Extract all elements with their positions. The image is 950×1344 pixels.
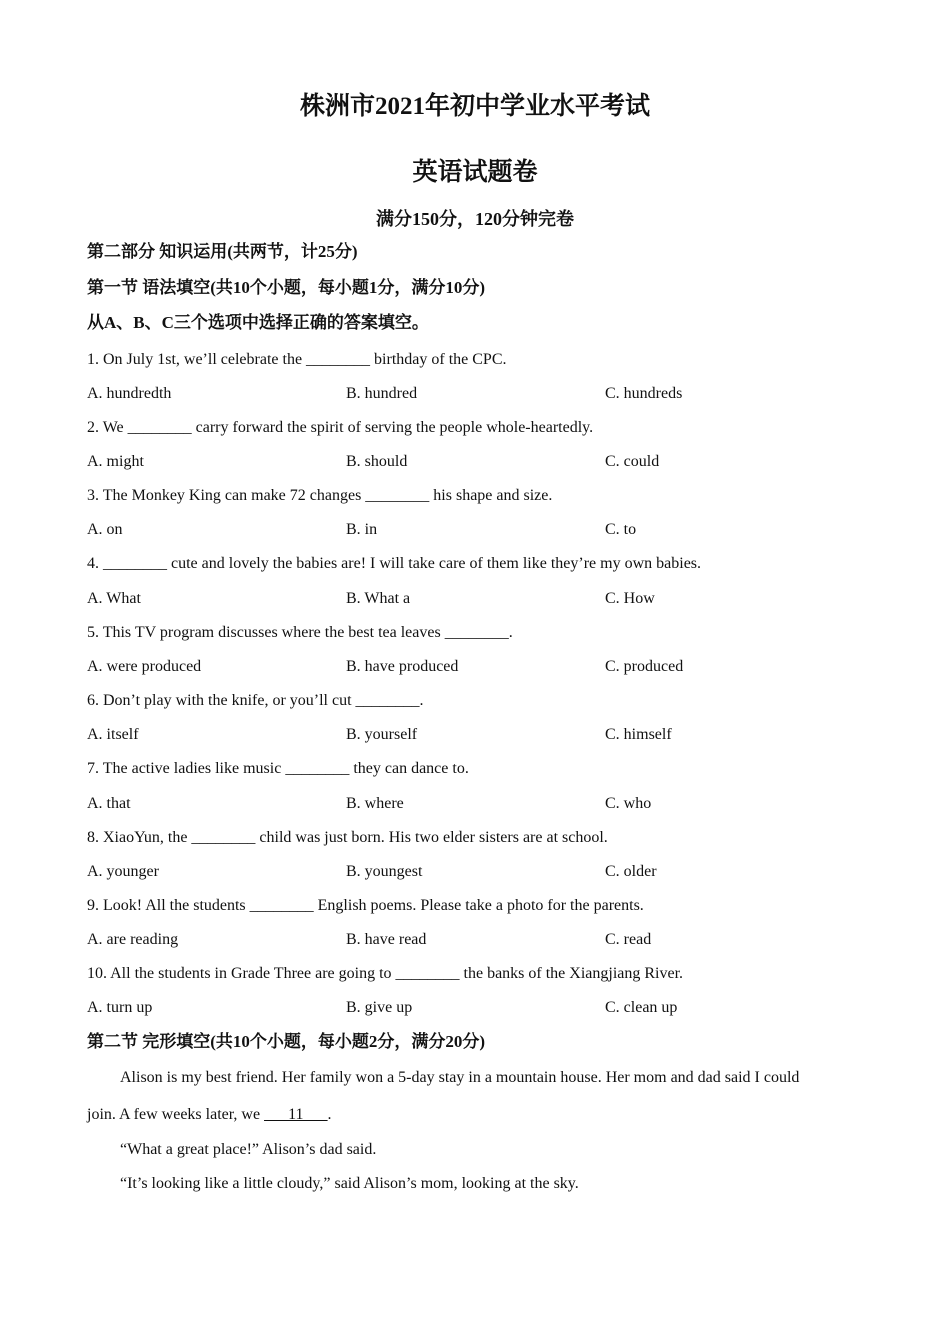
cloze-text: . [327,1106,332,1123]
option-c: C. hundreds [605,385,683,402]
question-stem: 6. Don’t play with the knife, or you’ll cut ________. [87,692,424,709]
option-b: B. give up [346,999,413,1016]
option-a: A. on [87,521,123,538]
option-b: B. youngest [346,863,423,880]
cloze-paragraph-line: “What a great place!” Alison’s dad said. [120,1141,377,1158]
option-c: C. read [605,931,652,948]
question-stem: 8. XiaoYun, the ________ child was just born. His two elder sisters are at school. [87,829,608,846]
option-a: A. younger [87,863,159,880]
option-c: C. older [605,863,657,880]
section1-heading: 第一节 语法填空(共10个小题，每小题1分，满分10分) [87,278,486,297]
option-a: A. What [87,590,141,607]
section1-instruction: 从A、B、C三个选项中选择正确的答案填空。 [87,313,429,332]
question-stem: 1. On July 1st, we’ll celebrate the ________ birthday of the CPC. [87,351,507,368]
question-stem: 3. The Monkey King can make 72 changes ________ his shape and size. [87,487,553,504]
cloze-paragraph-line [87,1105,332,1125]
option-a: A. hundredth [87,385,172,402]
option-a: A. were produced [87,658,202,675]
exam-subtitle: 英语试题卷 [412,159,538,186]
option-a: A. are reading [87,931,179,948]
option-c: C. could [605,453,660,470]
question-stem: 10. All the students in Grade Three are going to ________ the banks of the Xiangjiang River. [87,965,684,982]
question-stem: 4. ________ cute and lovely the babies are! I will take care of them like they’re my own babies. [87,555,702,572]
option-c: C. clean up [605,999,678,1016]
cloze-paragraph-line: “It’s looking like a little cloudy,” said Alison’s mom, looking at the sky. [120,1175,579,1192]
question-stem: 5. This TV program discusses where the best tea leaves ________. [87,624,513,641]
cloze-paragraph-line: Alison is my best friend. Her family won a 5-day stay in a mountain house. Her mom and dad said I could [120,1069,800,1086]
option-a: A. might [87,453,144,470]
cloze-text: join. A few weeks later, we [87,1106,265,1123]
option-b: B. have read [346,931,427,948]
option-c: C. himself [605,726,672,743]
option-b: B. should [346,453,408,470]
option-b: B. yourself [346,726,418,743]
option-b: B. where [346,795,404,812]
cloze-blank-11: ___11___ [264,1106,328,1123]
exam-title: 株洲市2021年初中学业水平考试 [299,93,650,120]
option-b: B. hundred [346,385,418,402]
option-a: A. turn up [87,999,153,1016]
question-stem: 2. We ________ carry forward the spirit of serving the people whole-heartedly. [87,419,594,436]
score-info: 满分150分，120分钟完卷 [376,209,574,229]
option-b: B. have produced [346,658,459,675]
option-c: C. to [605,521,637,538]
option-b: B. in [346,521,378,538]
section2-heading: 第二节 完形填空(共10个小题，每小题2分，满分20分) [87,1032,486,1051]
option-c: C. How [605,590,655,607]
question-stem: 7. The active ladies like music ________ they can dance to. [87,760,469,777]
option-c: C. who [605,795,652,812]
option-a: A. that [87,795,131,812]
option-a: A. itself [87,726,139,743]
option-b: B. What a [346,590,411,607]
part-heading: 第二部分 知识运用(共两节，计25分) [87,242,358,261]
option-c: C. produced [605,658,684,675]
question-stem: 9. Look! All the students ________ English poems. Please take a photo for the parents. [87,897,644,914]
